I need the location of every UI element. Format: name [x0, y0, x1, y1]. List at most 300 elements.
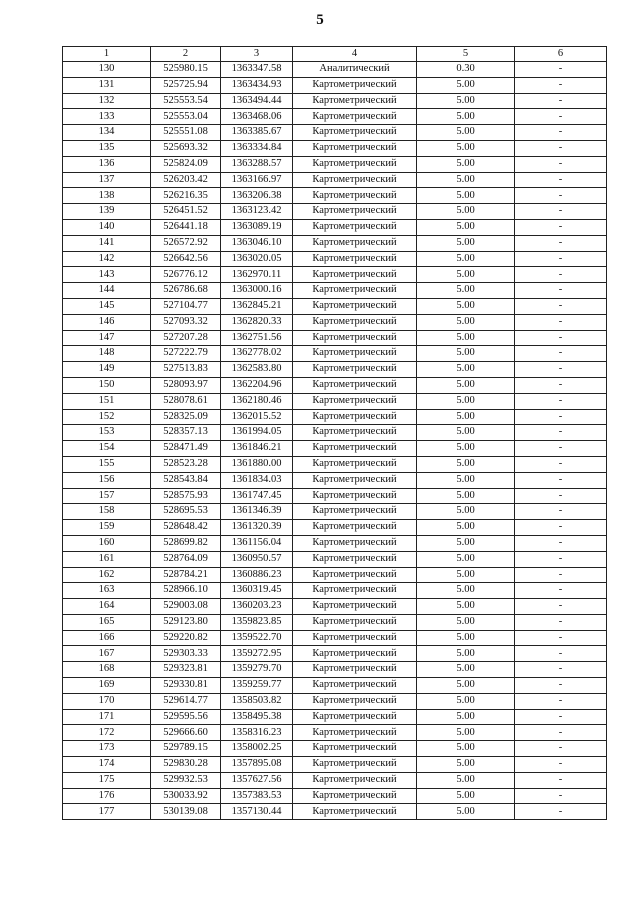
x-coordinate-cell: 529614.77 [151, 693, 221, 709]
point-number-cell: 163 [63, 583, 151, 599]
table-row [63, 77, 607, 93]
table-row [63, 804, 607, 820]
x-coordinate-cell: 529003.08 [151, 599, 221, 615]
column-header-3: 3 [221, 47, 293, 62]
point-number-cell: 151 [63, 393, 151, 409]
x-coordinate-cell: 530139.08 [151, 804, 221, 820]
accuracy-cell: 5.00 [417, 535, 515, 551]
note-cell: - [515, 251, 607, 267]
x-coordinate-cell: 529830.28 [151, 757, 221, 773]
table-row [63, 583, 607, 599]
x-coordinate-cell: 525980.15 [151, 62, 221, 78]
y-coordinate-cell: 1360950.57 [221, 551, 293, 567]
note-cell: - [515, 172, 607, 188]
x-coordinate-cell: 528093.97 [151, 377, 221, 393]
y-coordinate-cell: 1357895.08 [221, 757, 293, 773]
y-coordinate-cell: 1359279.70 [221, 662, 293, 678]
method-cell: Картометрический [293, 204, 417, 220]
note-cell: - [515, 204, 607, 220]
accuracy-cell: 5.00 [417, 520, 515, 536]
y-coordinate-cell: 1363494.44 [221, 93, 293, 109]
y-coordinate-cell: 1362015.52 [221, 409, 293, 425]
point-number-cell: 165 [63, 614, 151, 630]
table-body [63, 62, 607, 820]
method-cell: Картометрический [293, 646, 417, 662]
y-coordinate-cell: 1358503.82 [221, 693, 293, 709]
y-coordinate-cell: 1361156.04 [221, 535, 293, 551]
x-coordinate-cell: 528471.49 [151, 441, 221, 457]
method-cell: Картометрический [293, 188, 417, 204]
note-cell: - [515, 599, 607, 615]
table-row [63, 409, 607, 425]
note-cell: - [515, 77, 607, 93]
accuracy-cell: 5.00 [417, 662, 515, 678]
point-number-cell: 171 [63, 709, 151, 725]
method-cell: Картометрический [293, 425, 417, 441]
note-cell: - [515, 362, 607, 378]
accuracy-cell: 5.00 [417, 156, 515, 172]
point-number-cell: 150 [63, 377, 151, 393]
method-cell: Картометрический [293, 488, 417, 504]
method-cell: Картометрический [293, 219, 417, 235]
note-cell: - [515, 693, 607, 709]
note-cell: - [515, 662, 607, 678]
accuracy-cell: 5.00 [417, 678, 515, 694]
accuracy-cell: 5.00 [417, 77, 515, 93]
method-cell: Картометрический [293, 93, 417, 109]
coordinates-table [62, 46, 607, 820]
y-coordinate-cell: 1362180.46 [221, 393, 293, 409]
x-coordinate-cell: 527093.32 [151, 314, 221, 330]
table-header-row [63, 47, 607, 62]
table-row [63, 741, 607, 757]
column-header-6: 6 [515, 47, 607, 62]
note-cell: - [515, 283, 607, 299]
method-cell: Картометрический [293, 330, 417, 346]
point-number-cell: 136 [63, 156, 151, 172]
table-row [63, 140, 607, 156]
accuracy-cell: 5.00 [417, 140, 515, 156]
x-coordinate-cell: 527513.83 [151, 362, 221, 378]
y-coordinate-cell: 1363288.57 [221, 156, 293, 172]
accuracy-cell: 5.00 [417, 172, 515, 188]
method-cell: Аналитический [293, 62, 417, 78]
accuracy-cell: 5.00 [417, 725, 515, 741]
method-cell: Картометрический [293, 614, 417, 630]
x-coordinate-cell: 528523.28 [151, 456, 221, 472]
note-cell: - [515, 488, 607, 504]
note-cell: - [515, 377, 607, 393]
x-coordinate-cell: 528764.09 [151, 551, 221, 567]
note-cell: - [515, 504, 607, 520]
method-cell: Картометрический [293, 267, 417, 283]
table-row [63, 472, 607, 488]
point-number-cell: 145 [63, 298, 151, 314]
table-row [63, 456, 607, 472]
note-cell: - [515, 646, 607, 662]
point-number-cell: 141 [63, 235, 151, 251]
y-coordinate-cell: 1362820.33 [221, 314, 293, 330]
method-cell: Картометрический [293, 678, 417, 694]
table-row [63, 520, 607, 536]
table-row [63, 599, 607, 615]
method-cell: Картометрический [293, 662, 417, 678]
point-number-cell: 164 [63, 599, 151, 615]
y-coordinate-cell: 1357627.56 [221, 772, 293, 788]
x-coordinate-cell: 525725.94 [151, 77, 221, 93]
table-row [63, 125, 607, 141]
method-cell: Картометрический [293, 804, 417, 820]
table-row [63, 251, 607, 267]
point-number-cell: 176 [63, 788, 151, 804]
table-row [63, 551, 607, 567]
note-cell: - [515, 314, 607, 330]
accuracy-cell: 5.00 [417, 251, 515, 267]
x-coordinate-cell: 527104.77 [151, 298, 221, 314]
y-coordinate-cell: 1358002.25 [221, 741, 293, 757]
note-cell: - [515, 535, 607, 551]
table-row [63, 93, 607, 109]
y-coordinate-cell: 1362583.80 [221, 362, 293, 378]
method-cell: Картометрический [293, 630, 417, 646]
y-coordinate-cell: 1358316.23 [221, 725, 293, 741]
x-coordinate-cell: 529220.82 [151, 630, 221, 646]
note-cell: - [515, 330, 607, 346]
method-cell: Картометрический [293, 551, 417, 567]
x-coordinate-cell: 527222.79 [151, 346, 221, 362]
point-number-cell: 139 [63, 204, 151, 220]
x-coordinate-cell: 528575.93 [151, 488, 221, 504]
y-coordinate-cell: 1363123.42 [221, 204, 293, 220]
accuracy-cell: 5.00 [417, 93, 515, 109]
table-row [63, 314, 607, 330]
note-cell: - [515, 188, 607, 204]
point-number-cell: 131 [63, 77, 151, 93]
accuracy-cell: 5.00 [417, 804, 515, 820]
note-cell: - [515, 725, 607, 741]
table-row [63, 362, 607, 378]
accuracy-cell: 5.00 [417, 614, 515, 630]
x-coordinate-cell: 525551.08 [151, 125, 221, 141]
accuracy-cell: 5.00 [417, 109, 515, 125]
note-cell: - [515, 125, 607, 141]
note-cell: - [515, 520, 607, 536]
accuracy-cell: 5.00 [417, 741, 515, 757]
method-cell: Картометрический [293, 567, 417, 583]
point-number-cell: 172 [63, 725, 151, 741]
point-number-cell: 144 [63, 283, 151, 299]
point-number-cell: 143 [63, 267, 151, 283]
method-cell: Картометрический [293, 393, 417, 409]
x-coordinate-cell: 525553.54 [151, 93, 221, 109]
x-coordinate-cell: 526786.68 [151, 283, 221, 299]
method-cell: Картометрический [293, 125, 417, 141]
table-row [63, 172, 607, 188]
point-number-cell: 137 [63, 172, 151, 188]
point-number-cell: 167 [63, 646, 151, 662]
note-cell: - [515, 583, 607, 599]
table-row [63, 377, 607, 393]
y-coordinate-cell: 1357130.44 [221, 804, 293, 820]
accuracy-cell: 5.00 [417, 188, 515, 204]
accuracy-cell: 5.00 [417, 693, 515, 709]
method-cell: Картометрический [293, 599, 417, 615]
y-coordinate-cell: 1361747.45 [221, 488, 293, 504]
method-cell: Картометрический [293, 235, 417, 251]
table-row [63, 298, 607, 314]
x-coordinate-cell: 526441.18 [151, 219, 221, 235]
accuracy-cell: 5.00 [417, 267, 515, 283]
accuracy-cell: 5.00 [417, 425, 515, 441]
point-number-cell: 168 [63, 662, 151, 678]
y-coordinate-cell: 1359823.85 [221, 614, 293, 630]
table-row [63, 535, 607, 551]
note-cell: - [515, 393, 607, 409]
method-cell: Картометрический [293, 772, 417, 788]
y-coordinate-cell: 1363166.97 [221, 172, 293, 188]
method-cell: Картометрический [293, 77, 417, 93]
x-coordinate-cell: 529330.81 [151, 678, 221, 694]
method-cell: Картометрический [293, 472, 417, 488]
point-number-cell: 134 [63, 125, 151, 141]
point-number-cell: 170 [63, 693, 151, 709]
y-coordinate-cell: 1362845.21 [221, 298, 293, 314]
x-coordinate-cell: 526642.56 [151, 251, 221, 267]
accuracy-cell: 5.00 [417, 757, 515, 773]
table-row [63, 204, 607, 220]
note-cell: - [515, 472, 607, 488]
note-cell: - [515, 62, 607, 78]
x-coordinate-cell: 526572.92 [151, 235, 221, 251]
point-number-cell: 132 [63, 93, 151, 109]
y-coordinate-cell: 1362751.56 [221, 330, 293, 346]
note-cell: - [515, 709, 607, 725]
point-number-cell: 162 [63, 567, 151, 583]
point-number-cell: 142 [63, 251, 151, 267]
y-coordinate-cell: 1362778.02 [221, 346, 293, 362]
accuracy-cell: 5.00 [417, 456, 515, 472]
point-number-cell: 130 [63, 62, 151, 78]
accuracy-cell: 5.00 [417, 314, 515, 330]
table-row [63, 772, 607, 788]
x-coordinate-cell: 528078.61 [151, 393, 221, 409]
x-coordinate-cell: 529303.33 [151, 646, 221, 662]
point-number-cell: 175 [63, 772, 151, 788]
point-number-cell: 161 [63, 551, 151, 567]
accuracy-cell: 5.00 [417, 235, 515, 251]
accuracy-cell: 0.30 [417, 62, 515, 78]
point-number-cell: 169 [63, 678, 151, 694]
accuracy-cell: 5.00 [417, 772, 515, 788]
method-cell: Картометрический [293, 346, 417, 362]
method-cell: Картометрический [293, 409, 417, 425]
x-coordinate-cell: 528784.21 [151, 567, 221, 583]
table-row [63, 504, 607, 520]
method-cell: Картометрический [293, 788, 417, 804]
accuracy-cell: 5.00 [417, 377, 515, 393]
point-number-cell: 156 [63, 472, 151, 488]
accuracy-cell: 5.00 [417, 709, 515, 725]
point-number-cell: 166 [63, 630, 151, 646]
method-cell: Картометрический [293, 362, 417, 378]
table-row [63, 425, 607, 441]
method-cell: Картометрический [293, 583, 417, 599]
accuracy-cell: 5.00 [417, 504, 515, 520]
table-row [63, 267, 607, 283]
x-coordinate-cell: 529932.53 [151, 772, 221, 788]
point-number-cell: 157 [63, 488, 151, 504]
y-coordinate-cell: 1360886.23 [221, 567, 293, 583]
table-row [63, 219, 607, 235]
note-cell: - [515, 741, 607, 757]
x-coordinate-cell: 528325.09 [151, 409, 221, 425]
x-coordinate-cell: 528543.84 [151, 472, 221, 488]
table-row [63, 725, 607, 741]
x-coordinate-cell: 530033.92 [151, 788, 221, 804]
point-number-cell: 174 [63, 757, 151, 773]
y-coordinate-cell: 1361320.39 [221, 520, 293, 536]
y-coordinate-cell: 1363434.93 [221, 77, 293, 93]
method-cell: Картометрический [293, 456, 417, 472]
point-number-cell: 155 [63, 456, 151, 472]
accuracy-cell: 5.00 [417, 393, 515, 409]
method-cell: Картометрический [293, 251, 417, 267]
note-cell: - [515, 409, 607, 425]
accuracy-cell: 5.00 [417, 298, 515, 314]
table-row [63, 488, 607, 504]
y-coordinate-cell: 1363089.19 [221, 219, 293, 235]
x-coordinate-cell: 526451.52 [151, 204, 221, 220]
table-row [63, 330, 607, 346]
note-cell: - [515, 346, 607, 362]
table-row [63, 678, 607, 694]
accuracy-cell: 5.00 [417, 788, 515, 804]
note-cell: - [515, 804, 607, 820]
x-coordinate-cell: 525824.09 [151, 156, 221, 172]
y-coordinate-cell: 1363206.38 [221, 188, 293, 204]
table-row [63, 693, 607, 709]
point-number-cell: 135 [63, 140, 151, 156]
column-header-1: 1 [63, 47, 151, 62]
y-coordinate-cell: 1361346.39 [221, 504, 293, 520]
point-number-cell: 147 [63, 330, 151, 346]
table-row [63, 662, 607, 678]
method-cell: Картометрический [293, 298, 417, 314]
y-coordinate-cell: 1360319.45 [221, 583, 293, 599]
x-coordinate-cell: 529666.60 [151, 725, 221, 741]
y-coordinate-cell: 1363468.06 [221, 109, 293, 125]
method-cell: Картометрический [293, 156, 417, 172]
note-cell: - [515, 235, 607, 251]
accuracy-cell: 5.00 [417, 567, 515, 583]
accuracy-cell: 5.00 [417, 125, 515, 141]
point-number-cell: 177 [63, 804, 151, 820]
point-number-cell: 149 [63, 362, 151, 378]
note-cell: - [515, 788, 607, 804]
y-coordinate-cell: 1362970.11 [221, 267, 293, 283]
x-coordinate-cell: 529595.56 [151, 709, 221, 725]
column-header-4: 4 [293, 47, 417, 62]
point-number-cell: 138 [63, 188, 151, 204]
accuracy-cell: 5.00 [417, 441, 515, 457]
note-cell: - [515, 267, 607, 283]
y-coordinate-cell: 1363046.10 [221, 235, 293, 251]
accuracy-cell: 5.00 [417, 330, 515, 346]
note-cell: - [515, 551, 607, 567]
accuracy-cell: 5.00 [417, 409, 515, 425]
x-coordinate-cell: 526203.42 [151, 172, 221, 188]
y-coordinate-cell: 1363334.84 [221, 140, 293, 156]
table-row [63, 630, 607, 646]
y-coordinate-cell: 1359522.70 [221, 630, 293, 646]
method-cell: Картометрический [293, 109, 417, 125]
point-number-cell: 159 [63, 520, 151, 536]
point-number-cell: 160 [63, 535, 151, 551]
y-coordinate-cell: 1363000.16 [221, 283, 293, 299]
accuracy-cell: 5.00 [417, 219, 515, 235]
note-cell: - [515, 630, 607, 646]
accuracy-cell: 5.00 [417, 346, 515, 362]
y-coordinate-cell: 1362204.96 [221, 377, 293, 393]
point-number-cell: 173 [63, 741, 151, 757]
y-coordinate-cell: 1359259.77 [221, 678, 293, 694]
x-coordinate-cell: 528357.13 [151, 425, 221, 441]
table-row [63, 788, 607, 804]
note-cell: - [515, 156, 607, 172]
table-row [63, 757, 607, 773]
accuracy-cell: 5.00 [417, 630, 515, 646]
method-cell: Картометрический [293, 693, 417, 709]
x-coordinate-cell: 529323.81 [151, 662, 221, 678]
table-row [63, 567, 607, 583]
note-cell: - [515, 757, 607, 773]
note-cell: - [515, 614, 607, 630]
point-number-cell: 133 [63, 109, 151, 125]
table-row [63, 188, 607, 204]
y-coordinate-cell: 1359272.95 [221, 646, 293, 662]
x-coordinate-cell: 528695.53 [151, 504, 221, 520]
accuracy-cell: 5.00 [417, 583, 515, 599]
table-row [63, 441, 607, 457]
y-coordinate-cell: 1360203.23 [221, 599, 293, 615]
table-row [63, 346, 607, 362]
x-coordinate-cell: 529123.80 [151, 614, 221, 630]
x-coordinate-cell: 526776.12 [151, 267, 221, 283]
note-cell: - [515, 140, 607, 156]
method-cell: Картометрический [293, 741, 417, 757]
accuracy-cell: 5.00 [417, 488, 515, 504]
note-cell: - [515, 109, 607, 125]
method-cell: Картометрический [293, 535, 417, 551]
method-cell: Картометрический [293, 377, 417, 393]
x-coordinate-cell: 526216.35 [151, 188, 221, 204]
method-cell: Картометрический [293, 725, 417, 741]
note-cell: - [515, 678, 607, 694]
accuracy-cell: 5.00 [417, 283, 515, 299]
table-row [63, 709, 607, 725]
table-row [63, 109, 607, 125]
table-row [63, 614, 607, 630]
y-coordinate-cell: 1358495.38 [221, 709, 293, 725]
y-coordinate-cell: 1363347.58 [221, 62, 293, 78]
y-coordinate-cell: 1357383.53 [221, 788, 293, 804]
page-number: 5 [316, 12, 324, 28]
accuracy-cell: 5.00 [417, 204, 515, 220]
accuracy-cell: 5.00 [417, 646, 515, 662]
accuracy-cell: 5.00 [417, 362, 515, 378]
method-cell: Картометрический [293, 757, 417, 773]
y-coordinate-cell: 1361994.05 [221, 425, 293, 441]
